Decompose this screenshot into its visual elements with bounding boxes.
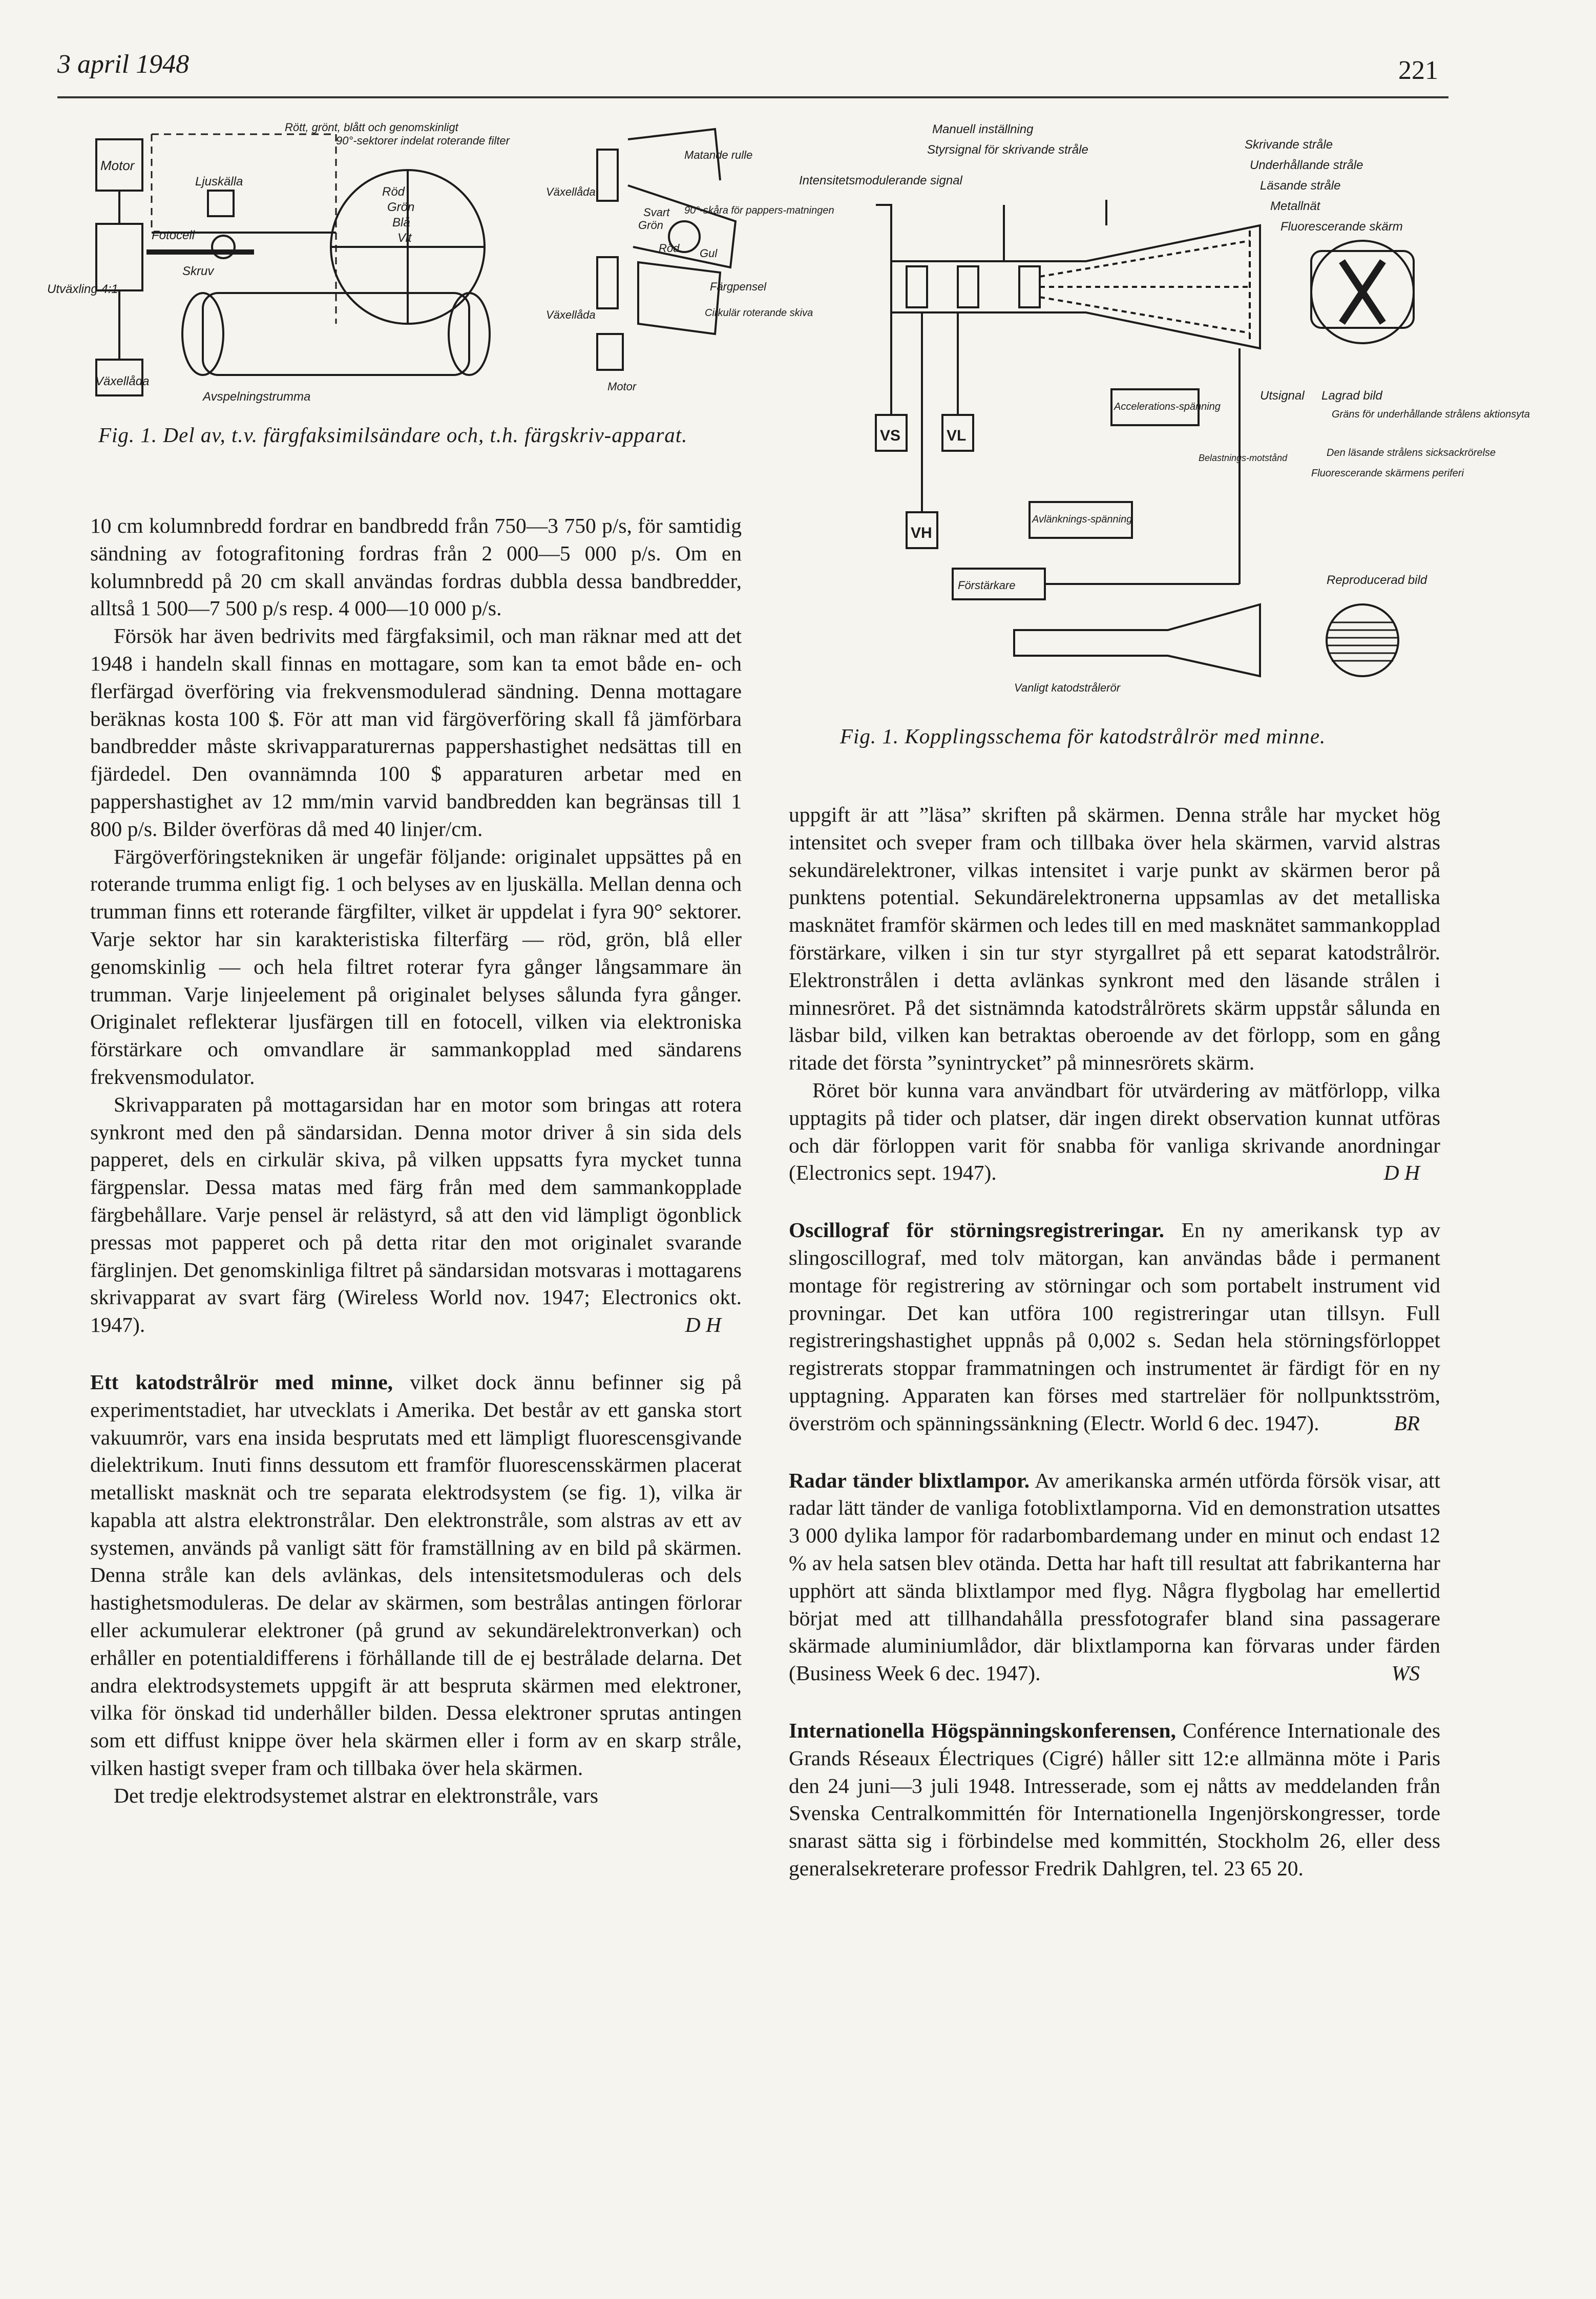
label-gron: Grön (387, 200, 415, 214)
article-text: vilket dock ännu befinner sig på experimentstadiet, har utvecklats i Amerika. Det består av ett ganska stort vakuumrör, vars ena insida besprutats med ett lämpligt fluorescensgivande dielektrikum. Inuti finns dessutom ett framför fluorescensskärmen placerat metalliskt masknät och tre separata elektrodsystem (se fig. 1), vilka är kapabla att alstra elektronstrålar. Den elektronstråle, som alstras av ett av systemen, används på vanligt sätt för framställning av en bild på skärmen. Denna stråle kan dels avlänkas, dels intensitetsmoduleras och dels hastighetsmoduleras. De delar av skärmen, som bestrålas antingen förlorar eller ackumulerar elektroner (på grund av sekundärelektronverkan) och erhåller en potentialdifferens i förhållande till de ej bestrålade delarna. Det andra elektrodsystemets uppgift är att bespruta skärmen med elektroner, vilka för önskad tid underhåller bilden. Dessa elektroner sprutas antingen som ett diffust knippe över hela skärmen eller i form av en skarp stråle, vilken hastigt sveper fram och tillbaka över hela skärmen. (90, 1370, 742, 1780)
right-column (789, 801, 1440, 1883)
header-rule (57, 96, 1448, 98)
label-fargpensel: Färgpensel (710, 280, 767, 293)
figure-caption-left: Fig. 1. Del av, t.v. färgfaksimilsändare och, t.h. färgskriv-apparat. (98, 423, 688, 447)
paragraph: uppgift är att ”läsa” skriften på skärmen. Denna stråle har mycket hög intensitet och sveper fram och tillbaka över hela skärmen, varvid alstras sekundärelektroner, vilkas intensitet i varje punkt av skärmen beror på punktens potential. Sekundärelektronerna uppsamlas av det metalliska masknätet framför skärmen och ledes till en med masknätet sammankopplad förstärkare, vilken i sin tur styr styrgallret på ett separat katodstrålrör. Elektronstrålen i detta avlänkas synkront med den läsande strålen i minnesröret. På det sistnämnda katodstrålrörets skärm uppstår sålunda en läsbar bild, vilken kan betraktas oberoende av det förlopp, som en gång ritade det första ”synintrycket” på minnesrörets skärm. (789, 803, 1440, 1075)
label-gul: Gul (700, 247, 718, 260)
article-radar (789, 1467, 1440, 1687)
label-grans: Gräns för underhållande strålens aktionsyta (1332, 409, 1530, 420)
label-vaxellada-3: Växellåda (546, 308, 596, 321)
label-vh: VH (911, 525, 932, 541)
label-avlankning: Avlänknings-spänning (1032, 514, 1132, 525)
label-vs: VS (880, 427, 901, 444)
label-reproducerad: Reproducerad bild (1327, 573, 1427, 587)
label-utvaxling: Utväxling 4:1 (47, 282, 118, 296)
label-vl: VL (947, 427, 967, 444)
article-text: Av amerikanska armén utförda försök visar, att radar lätt tänder de vanliga fotoblixtlamporna. Vid en demonstration utsattes 3 000 dylika lampor för radarbombardemang under en minut och endast 12 % av hela satsen blev otända. Detta har haft till resultat att fabrikanterna har upphört att sända blixtlampor med flyg. Några flygbolag har emellertid börjat med att tillhandahålla pressfotografer bland sina passagerare skärmade aluminiumlådor, där blixtlamporna kan förvaras under färden (Business Week 6 dec. 1947). (789, 1468, 1440, 1685)
signature: WS (1391, 1661, 1420, 1685)
figure-caption-right: Fig. 1. Kopplingsschema för katodstrålrör med minne. (840, 724, 1326, 748)
paragraph-with-signature (90, 1091, 742, 1339)
label-motor-2: Motor (607, 380, 637, 393)
paragraph-text: Skrivapparaten på mottagarsidan har en motor som bringas att rotera synkront med den på sändarsidan. Denna motor driver å sin sida dels papperet, dels en cirkulär skiva, på vilken uppsatts fyra mycket tunna färgpenslar. Dessa matas med färg från med dem sammankopplade färgbehållare. Varje pensel är relästyrd, så att den vid lämpligt ögonblick pressas mot papperet och på detta ritar den mot originalet svarande färglinjen. Det genomskinliga filtret på sändarsidan motsvaras i mottagarens skrivapparat av svart färg (Wireless World nov. 1947; Electronics okt. 1947). (90, 1092, 742, 1337)
label-skruv: Skruv (182, 264, 214, 278)
label-underhallande: Underhållande stråle (1250, 158, 1363, 172)
label-intensitet: Intensitetsmodulerande signal (799, 174, 962, 187)
label-manuell: Manuell inställning (932, 122, 1034, 136)
paragraph: Försök har även bedrivits med färgfaksimil, och man räknar med att det 1948 i handeln skall finnas en mottagare, som kan ta emot både en- och flerfärgad överföring via frekvensmodulerad sändning. Denna mottagare beräknas kosta 100 $. För att man vid färgöverföring skall få jämförbara bandbredder måste skrivapparaturernas pappershastighet nedsättas till en fjärdedel. Den ovannämnda 100 $ apparaturen arbetar med en pappershastighet av 12 mm/min varvid bandbredden kan begränsas till 1 800 p/s. Bilder överföras då med 40 linjer/cm. (90, 624, 742, 841)
paragraph: Det tredje elektrodsystemet alstrar en elektronstråle, vars (114, 1783, 599, 1807)
signature: D H (1383, 1161, 1420, 1185)
article-title: Radar tänder blixtlampor. (789, 1468, 1030, 1492)
article-oscillograf (789, 1217, 1440, 1437)
label-vaxellada: Växellåda (95, 374, 150, 388)
figure-circuit-diagram (799, 122, 1530, 697)
article-title: Ett katodstrålrör med minne, (90, 1370, 393, 1394)
label-filter-colors: Rött, grönt, blått och genomskinligt (285, 121, 458, 134)
article-text: Conférence Internationale des Grands Réseaux Électriques (Cigré) håller sitt 12:e allmänna möte i Paris den 24 juni—3 juli 1948. Intresserade, som ej nåtts av meddelanden från Svenska Centralkommittén för Internationella Ingenjörskongresser, torde snarast sätta sig i förbindelse med kommittén, Stockholm 26, eller dess generalsekreterare professor Fredrik Dahlgren, tel. 23 65 20. (789, 1718, 1440, 1880)
label-utsignal: Utsignal (1260, 389, 1305, 403)
label-ljuskalla: Ljuskälla (195, 175, 243, 189)
label-forstarkare: Förstärkare (958, 579, 1016, 592)
label-periferi: Fluorescerande skärmens periferi (1311, 468, 1464, 479)
signature: D H (685, 1313, 721, 1337)
article-text: En ny amerikansk typ av slingoscillograf, med tolv mätorgan, kan användas både i permanent montage för registrering av störningar och som portabelt instrument vid provningar. Det kan utföra 100 registreringar utan tillsyn. Full registreringshastighet uppnås på 0,002 s. Sedan hela störningsförloppet registrerats stoppar frammatningen och instrumentet är färdigt för en ny upptagning. Apparaten kan förses med startreläer för nollpunktsström, överström och spänningssänkning (Electr. World 6 dec. 1947). (789, 1218, 1440, 1435)
label-skrivande: Skrivande stråle (1245, 138, 1333, 152)
left-column (90, 512, 742, 1810)
label-lasande: Läsande stråle (1260, 179, 1341, 193)
label-gron-2: Grön (638, 219, 663, 232)
paragraph: 10 cm kolumnbredd fordrar en bandbredd från 750—3 750 p/s, för samtidig sändning av fotografitoning fordras från 2 000—5 000 p/s. Om en kolumnbredd på 20 cm skall användas fordras dubbla dessa bandbredder, alltså 1 500—7 500 p/s resp. 4 000—10 000 p/s. (90, 514, 742, 620)
article-title: Oscillograf för störningsregistreringar. (789, 1218, 1165, 1242)
label-vit: Vit (397, 231, 412, 245)
label-rod-2: Röd (659, 242, 680, 255)
page-number: 221 (1398, 56, 1438, 85)
paragraph: Färgöverföringstekniken är ungefär följande: originalet uppsättes på en roterande trumma enligt fig. 1 och belyses av en ljuskälla. Mellan denna och trumman finns ett roterande färgfilter, vilket är uppdelat i fyra 90° sektorer. Varje sektor har sin karakteristiska filterfärg — röd, grön, blå eller genomskinlig — och hela filtret roterar fyra gånger långsammare än trumman. Varje linjeelement på originalet belyses sålunda fyra gånger. Originalet reflekterar ljusfärgen till en fotocell, vilken via elektroniska förstärkare och omvandlare är sammankopplad med sändarens frekvensmodulator. (90, 844, 742, 1089)
label-metallnat: Metallnät (1270, 199, 1320, 213)
label-styrsignal: Styrsignal för skrivande stråle (927, 143, 1088, 157)
label-fotocell: Fotocell (152, 228, 195, 242)
paragraph-with-signature (789, 1077, 1440, 1187)
figure-facsimile (47, 119, 834, 416)
running-header-date: 3 april 1948 (57, 50, 190, 79)
label-vanligt: Vanligt katodstrålerör (1014, 681, 1121, 694)
label-lagrad: Lagrad bild (1321, 389, 1382, 403)
label-acceleration: Accelerations-spänning (1114, 401, 1221, 412)
label-matande-rulle: Matande rulle (684, 149, 753, 161)
article-hogspanningskonferensen (789, 1717, 1440, 1883)
label-motor: Motor (100, 158, 135, 173)
article-katodstralror (90, 1369, 742, 1782)
label-bla: Blå (392, 216, 410, 229)
label-vaxellada-2: Växellåda (546, 185, 596, 198)
article-title: Internationella Högspänningskonferensen, (789, 1718, 1176, 1742)
label-filter-sectors: 90°-sektorer indelat roterande filter (336, 134, 510, 147)
label-sektor-note: 90°-skåra för pappers-matningen (684, 205, 834, 216)
label-den-lasande: Den läsande strålens sicksackrörelse (1327, 447, 1496, 458)
label-fluorescerande: Fluorescerande skärm (1280, 220, 1403, 234)
label-svart: Svart (643, 206, 670, 219)
label-rod: Röd (382, 185, 405, 199)
paragraph-text: Röret bör kunna vara användbart för utvärdering av mätförlopp, vilka upptagits på tider och platser, där ingen direkt observation kunnat utföras och där förloppen varit för snabba för vanliga skrivande anordningar (Electronics sept. 1947). (789, 1078, 1440, 1185)
label-avspelningstrumma: Avspelningstrumma (203, 390, 311, 404)
label-cirkular: Cirkulär roterande skiva (705, 307, 813, 319)
label-belastning: Belastnings-motstånd (1199, 453, 1288, 463)
signature: BR (1394, 1411, 1420, 1435)
